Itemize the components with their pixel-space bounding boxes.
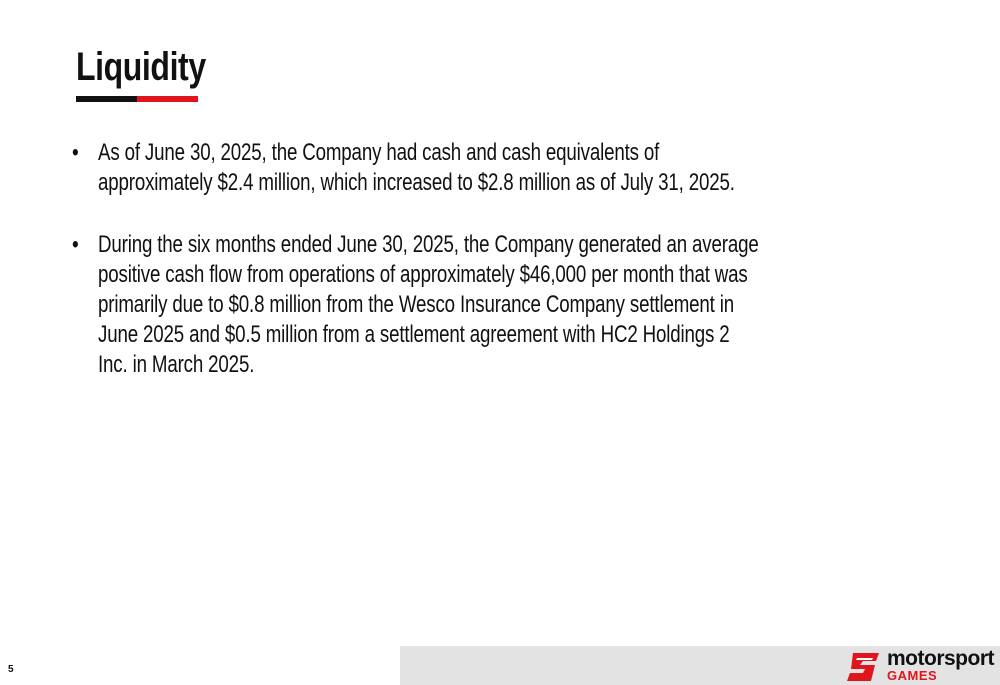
bullet-text: During the six months ended June 30, 2025, the Company generated an average positive cash flow from operations of approximately $46,000 per month that was primarily due to $0.8 million from the Wesco Insurance Company settlement in June 2025 and $0.5 million from a settlement agreement with HC2 Holdings 2 Inc. in March 2025. xyxy=(98,231,759,378)
bullet-text: As of June 30, 2025, the Company had cash and cash equivalents of approximately $2.4 million, which increased to $2.8 million as of July 31, 2025. xyxy=(98,139,735,196)
bullet-dot-icon: • xyxy=(72,231,79,258)
slide-title: Liquidity xyxy=(76,45,206,89)
logo-wordmark-bottom: GAMES xyxy=(887,668,938,683)
title-underline-red xyxy=(137,96,198,102)
bullet-item-cash xyxy=(72,138,952,198)
bullet-item-cash-flow xyxy=(72,230,952,380)
logo-wordmark-top: motorsport xyxy=(887,647,994,670)
bullet-dot-icon: • xyxy=(72,139,79,166)
motorsport-games-logo-mark-icon xyxy=(845,651,881,683)
company-logo xyxy=(845,648,997,684)
title-underline xyxy=(76,96,198,102)
bullet-list xyxy=(72,138,952,412)
title-underline-black xyxy=(76,96,137,102)
page-number: 5 xyxy=(8,664,14,675)
